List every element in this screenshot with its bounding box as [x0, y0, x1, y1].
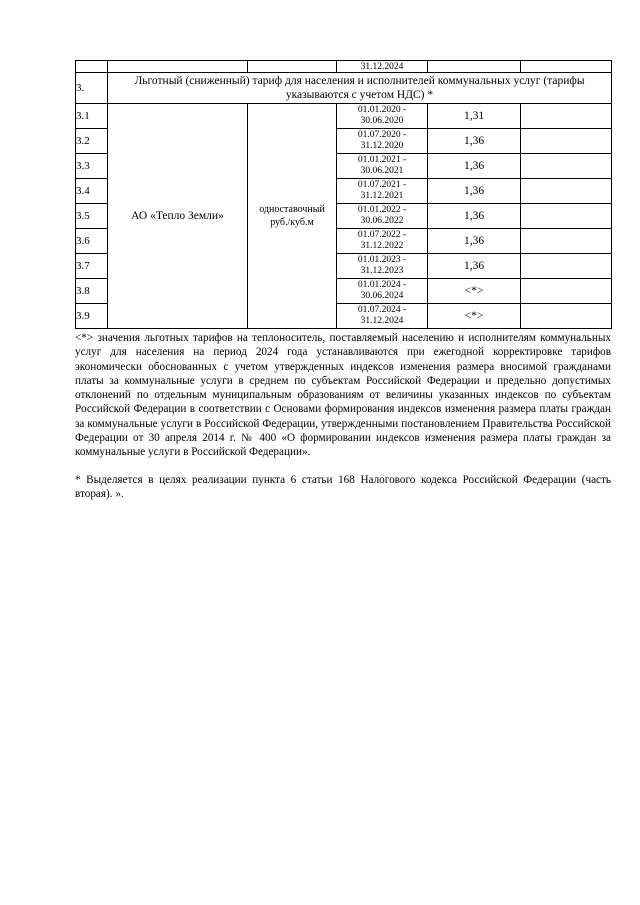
section-title: Льготный (сниженный) тариф для населения и исполнителей коммунальных услуг (тарифы указываются с учетом НДС) * [108, 73, 612, 104]
value-cell: 1,36 [428, 254, 521, 279]
section-header-row [76, 73, 612, 104]
period-text: 01.01.2022 - 30.06.2022 [357, 205, 407, 226]
tariff-table [75, 60, 612, 329]
footnote-angle-star: <*> значения льготных тарифов на теплоноситель, поставляемый населению и исполнителям коммунальных услуг для населения на период 2024 года устанавливаются при ежегодной корректировке тарифов экономически обоснованных с учетом утвержденных индексов изменения размера вносимой гражданами платы за коммунальные услуги в среднем по субъектам Российской Федерации и предельно допустимых отклонений по отдельным муниципальным образованиям от величины указанных индексов по субъектам Российской Федерации в соответствии с Основами формирования индексов изменения размера платы граждан за коммунальные услуги в Российской Федерации, утвержденными постановлением Правительства Российской Федерации от 30 апреля 2014 г. № 400 «О формировании индексов изменения размера платы граждан за коммунальные услуги в Российской Федерации». [75, 332, 611, 459]
period-text: 01.01.2023 - 31.12.2023 [357, 255, 407, 276]
table-cell [521, 129, 612, 154]
table-cell [248, 61, 337, 73]
value-cell: 1,36 [428, 129, 521, 154]
period-text: 01.01.2024 - 30.06.2024 [357, 280, 407, 301]
period-cell [337, 279, 428, 304]
period-text: 01.07.2022 - 31.12.2022 [357, 230, 407, 251]
value-cell: 1,36 [428, 204, 521, 229]
period-text: 01.07.2024 - 31.12.2024 [357, 305, 407, 326]
row-number: 3.5 [76, 204, 108, 229]
period-text: 01.07.2021 - 31.12.2021 [357, 180, 407, 201]
period-cell [337, 254, 428, 279]
row-number: 3.1 [76, 104, 108, 129]
tariff-type-text: одноставочный руб./куб.м [259, 204, 325, 228]
row-number: 3.6 [76, 229, 108, 254]
value-cell: 1,36 [428, 179, 521, 204]
table-cell [521, 304, 612, 329]
row-number: 3.7 [76, 254, 108, 279]
organization-name: АО «Тепло Земли» [108, 104, 248, 329]
period-cell [337, 104, 428, 129]
value-cell: <*> [428, 279, 521, 304]
row-number: 3.3 [76, 154, 108, 179]
value-cell: 1,36 [428, 229, 521, 254]
table-cell [428, 61, 521, 73]
period-cell [337, 229, 428, 254]
table-cell [521, 179, 612, 204]
section-number: 3. [76, 73, 108, 104]
footnote-star: * Выделяется в целях реализации пункта 6 статьи 168 Налогового кодекса Российской Федерации (часть вторая). ». [75, 473, 611, 500]
row-number: 3.9 [76, 304, 108, 329]
table-cell [76, 61, 108, 73]
table-cell [521, 104, 612, 129]
row-number: 3.2 [76, 129, 108, 154]
table-cell [521, 254, 612, 279]
period-text: 01.01.2020 - 30.06.2020 [357, 105, 407, 126]
period-cell [337, 129, 428, 154]
table-cell [521, 279, 612, 304]
period-text: 01.01.2021 - 30.06.2021 [357, 155, 407, 176]
tariff-type [248, 104, 337, 329]
table-cell [108, 61, 248, 73]
table-cell [521, 204, 612, 229]
row-number: 3.8 [76, 279, 108, 304]
table-cell [521, 154, 612, 179]
value-cell: 1,31 [428, 104, 521, 129]
value-cell: <*> [428, 304, 521, 329]
table-cell [521, 229, 612, 254]
table-cell [521, 61, 612, 73]
period-text: 01.07.2020 - 31.12.2020 [357, 130, 407, 151]
table-row [76, 104, 612, 129]
table-row [76, 61, 612, 73]
period-cell [337, 179, 428, 204]
row-number: 3.4 [76, 179, 108, 204]
footnotes [75, 331, 611, 501]
period-cell [337, 304, 428, 329]
period-cell: 31.12.2024 [337, 61, 428, 73]
period-cell [337, 154, 428, 179]
period-cell [337, 204, 428, 229]
value-cell: 1,36 [428, 154, 521, 179]
